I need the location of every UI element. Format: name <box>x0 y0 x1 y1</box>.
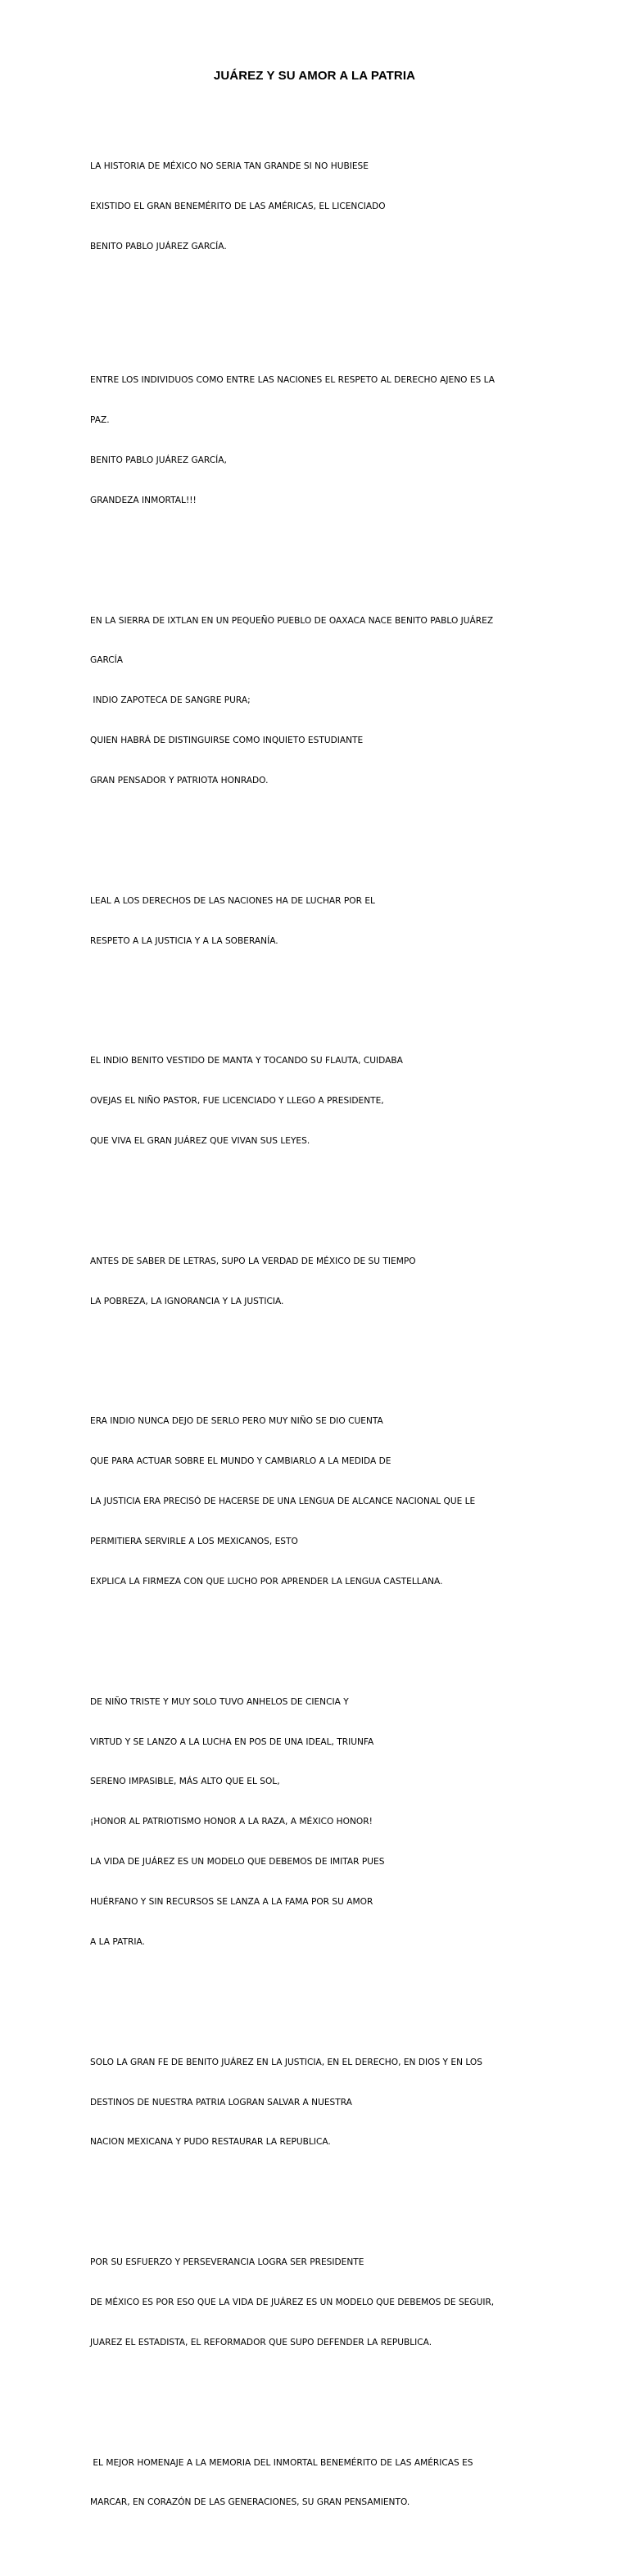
text-line: EXPLICA LA FIRMEZA CON QUE LUCHO POR APRENDER LA LENGUA CASTELLANA. <box>90 1576 443 1587</box>
paragraph <box>90 134 532 280</box>
text-line: EL INDIO BENITO VESTIDO DE MANTA Y TOCANDO SU FLAUTA, CUIDABA <box>90 1056 403 1066</box>
text-line: NACION MEXICANA Y PUDO RESTAURAR LA REPUBLICA. <box>90 2137 331 2148</box>
text-line: ANTES DE SABER DE LETRAS, SUPO LA VERDAD DE MÉXICO DE SU TIEMPO <box>90 1256 416 1266</box>
text-line: INDIO ZAPOTECA DE SANGRE PURA; <box>90 695 251 706</box>
text-line: POR SU ESFUERZO Y PERSEVERANCIA LOGRA SER PRESIDENTE <box>90 2257 364 2268</box>
paragraph <box>90 2429 532 2536</box>
paragraph <box>90 2230 532 2376</box>
text-line: LA VIDA DE JUÁREZ ES UN MODELO QUE DEBEMOS DE IMITAR PUES <box>90 1857 385 1867</box>
text-line: EN LA SIERRA DE IXTLAN EN UN PEQUEÑO PUEBLO DE OAXACA NACE BENITO PABLO JUÁREZ <box>90 615 494 626</box>
page-title: JUÁREZ Y SU AMOR A LA PATRIA <box>213 69 416 83</box>
text-line: QUE VIVA EL GRAN JUÁREZ QUE VIVAN SUS LEYES. <box>90 1136 310 1147</box>
paragraph <box>90 1668 532 1976</box>
text-line: ERA INDIO NUNCA DEJO DE SERLO PERO MUY NIÑO SE DIO CUENTA <box>90 1416 383 1427</box>
text-line: DESTINOS DE NUESTRA PATRIA LOGRAN SALVAR A NUESTRA <box>90 2097 352 2107</box>
text-line: OVEJAS EL NIÑO PASTOR, FUE LICENCIADO Y LLEGO A PRESIDENTE, <box>90 1096 384 1107</box>
text-line: VIRTUD Y SE LANZO A LA LUCHA EN POS DE UNA IDEAL, TRIUNFA <box>90 1736 374 1747</box>
paragraph <box>90 2029 532 2175</box>
paragraph <box>90 1028 532 1175</box>
text-line: BENITO PABLO JUÁREZ GARCÍA, <box>90 455 227 466</box>
text-line: HUÉRFANO Y SIN RECURSOS SE LANZA A LA FAMA POR SU AMOR <box>90 1897 373 1908</box>
text-line: GRAN PENSADOR Y PATRIOTA HONRADO. <box>90 776 269 786</box>
text-line: BENITO PABLO JUÁREZ GARCÍA. <box>90 242 227 252</box>
text-line: DE NIÑO TRISTE Y MUY SOLO TUVO ANHELOS DE CIENCIA Y <box>90 1696 349 1707</box>
text-line: QUIEN HABRÁ DE DISTINGUIRSE COMO INQUIETO ESTUDIANTE <box>90 736 364 746</box>
text-line: ENTRE LOS INDIVIDUOS COMO ENTRE LAS NACIONES EL RESPETO AL DERECHO AJENO ES LA <box>90 375 496 386</box>
text-line: DE MÉXICO ES POR ESO QUE LA VIDA DE JUÁREZ ES UN MODELO QUE DEBEMOS DE SEGUIR, <box>90 2297 495 2307</box>
paragraph <box>90 1388 532 1615</box>
text-line: QUE PARA ACTUAR SOBRE EL MUNDO Y CAMBIARLO A LA MEDIDA DE <box>90 1456 391 1467</box>
document-body <box>90 93 532 2576</box>
text-line: GARCÍA <box>90 655 124 666</box>
text-line: A LA PATRIA. <box>90 1936 145 1947</box>
text-line: SERENO IMPASIBLE, MÁS ALTO QUE EL SOL, <box>90 1777 280 1787</box>
text-line: PAZ. <box>90 415 110 426</box>
text-line: EXISTIDO EL GRAN BENEMÉRITO DE LAS AMÉRICAS, EL LICENCIADO <box>90 201 386 212</box>
text-line: LA HISTORIA DE MÉXICO NO SERIA TAN GRANDE SI NO HUBIESE <box>90 161 369 172</box>
paragraph <box>90 587 532 814</box>
text-line: ¡HONOR AL PATRIOTISMO HONOR A LA RAZA, A MÉXICO HONOR! <box>90 1817 373 1827</box>
text-line: MARCAR, EN CORAZÓN DE LAS GENERACIONES, SU GRAN PENSAMIENTO. <box>90 2497 410 2508</box>
text-line: SOLO LA GRAN FE DE BENITO JUÁREZ EN LA JUSTICIA, EN EL DERECHO, EN DIOS Y EN LOS <box>90 2057 482 2067</box>
text-line: LEAL A LOS DERECHOS DE LAS NACIONES HA DE LUCHAR POR EL <box>90 895 375 906</box>
paragraph <box>90 1228 532 1334</box>
text-line: RESPETO A LA JUSTICIA Y A LA SOBERANÍA. <box>90 935 278 946</box>
text-line: GRANDEZA INMORTAL!!! <box>90 495 197 505</box>
text-line: EL MEJOR HOMENAJE A LA MEMORIA DEL INMORTAL BENEMÉRITO DE LAS AMÉRICAS ES <box>90 2457 473 2468</box>
text-line: PERMITIERA SERVIRLE A LOS MEXICANOS, ESTO <box>90 1537 298 1547</box>
text-line: JUAREZ EL ESTADISTA, EL REFORMADOR QUE SUPO DEFENDER LA REPUBLICA. <box>90 2337 432 2347</box>
paragraph <box>90 347 532 534</box>
text-line: LA POBREZA, LA IGNORANCIA Y LA JUSTICIA. <box>90 1296 284 1306</box>
text-line: LA JUSTICIA ERA PRECISÓ DE HACERSE DE UNA LENGUA DE ALCANCE NACIONAL QUE LE <box>90 1496 476 1507</box>
paragraph <box>90 867 532 974</box>
